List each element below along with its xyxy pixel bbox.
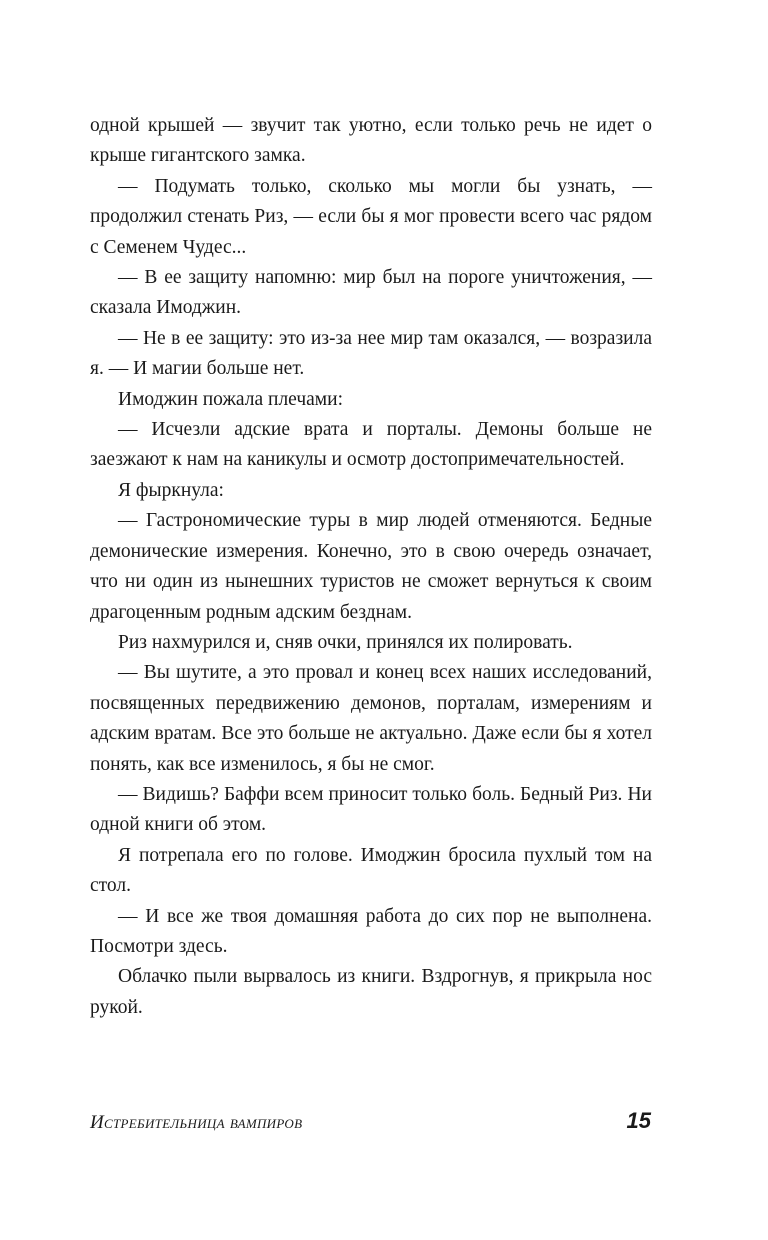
paragraph: — Видишь? Баффи всем приносит только боль. Бедный Риз. Ни одной книги об этом. <box>90 783 652 836</box>
body-text <box>90 111 652 1023</box>
paragraph: Я потрепала его по голове. Имоджин бросила пухлый том на стол. <box>90 844 652 897</box>
paragraph: Риз нахмурился и, сняв очки, принялся их полировать. <box>118 631 573 653</box>
paragraph: — Исчезли адские врата и порталы. Демоны больше не заезжают к нам на каникулы и осмотр достопримечательностей. <box>90 419 652 471</box>
page-number: 15 <box>626 1108 651 1133</box>
paragraph: — В ее защиту напомню: мир был на пороге уничтожения, — сказала Имоджин. <box>90 267 652 319</box>
paragraph: — Не в ее защиту: это из-за нее мир там оказался, — возразила я. — И магии больше нет. <box>90 327 652 380</box>
paragraph: Я фыркнула: <box>118 479 224 501</box>
paragraph: — Гастрономические туры в мир людей отменяются. Бедные демонические измерения. Конечно, это в свою очередь означает, что ни один из нынешних туристов не сможет вернуться к своим драгоценным родным адским безднам. <box>90 510 652 623</box>
running-footer-title: Истребительница вампиров <box>90 1112 303 1133</box>
paragraph: — Вы шутите, а это провал и конец всех наших исследований, посвященных передвижению демонов, порталам, измерениям и адским вратам. Все это больше не актуально. Даже если бы я хотел понять, как все изменилось, я бы не смог. <box>90 662 652 775</box>
paragraph: — И все же твоя домашняя работа до сих пор не выполнена. Посмотри здесь. <box>90 905 652 957</box>
paragraph: одной крышей — звучит так уютно, если только речь не идет о крыше гигантского замка. <box>90 115 652 167</box>
paragraph: Имоджин пожала плечами: <box>118 388 344 410</box>
paragraph: Облачко пыли вырвалось из книги. Вздрогнув, я прикрыла нос рукой. <box>90 966 652 1018</box>
paragraph: — Подумать только, сколько мы могли бы узнать, — продолжил стенать Риз, — если бы я мог провести всего час рядом с Семенем Чудес... <box>90 175 652 258</box>
